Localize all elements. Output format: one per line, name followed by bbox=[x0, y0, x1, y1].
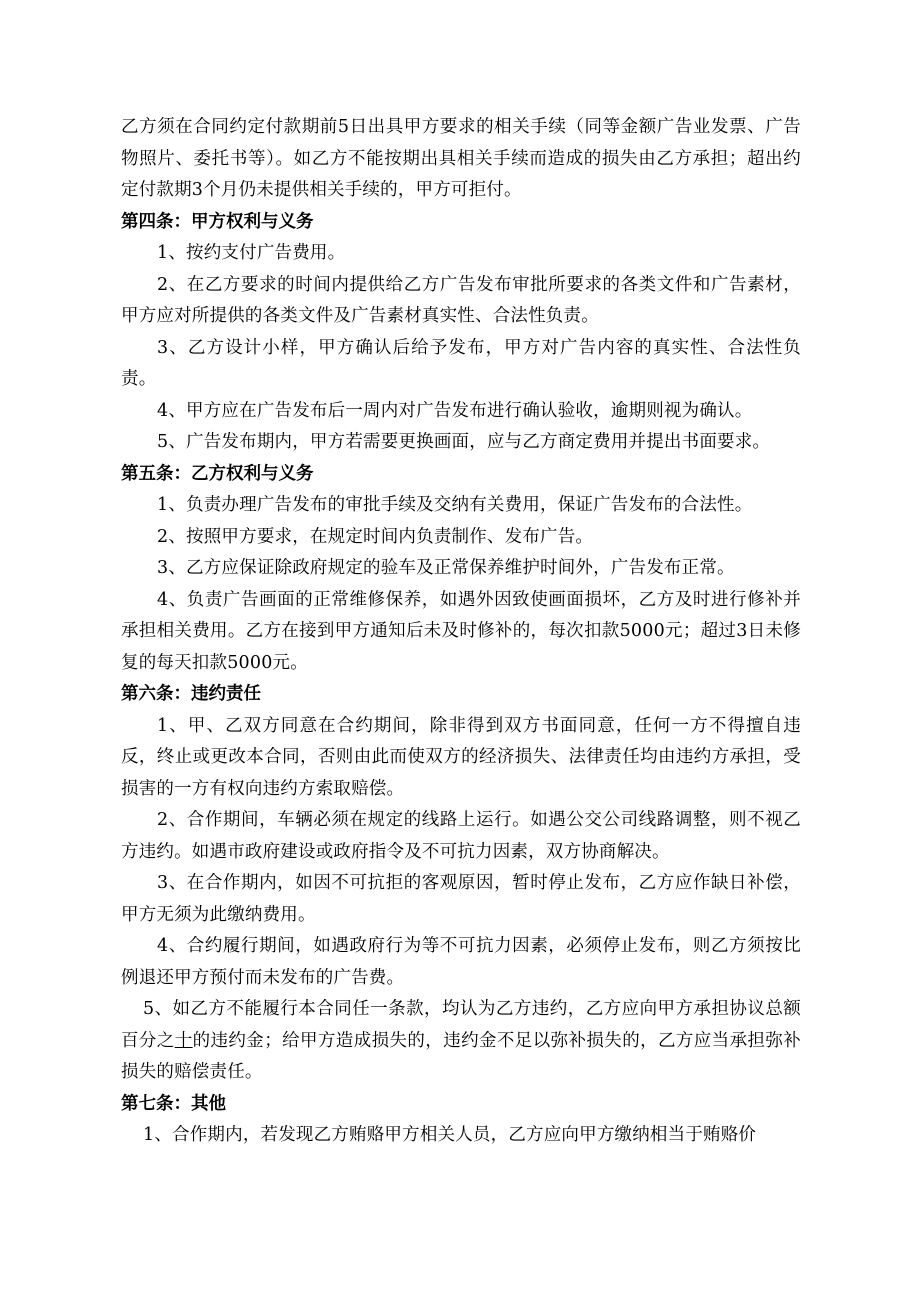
article-6-item-1: 1、甲、乙双方同意在合约期间，除非得到双方书面同意，任何一方不得擅自违反，终止或更改本合同，否则由此而使双方的经济损失、法律责任均由违约方承担，受损害的一方有权向违约方索取赔偿。 bbox=[121, 715, 801, 799]
article-4-item-4: 4、甲方应在广告发布后一周内对广告发布进行确认验收，逾期则视为确认。 bbox=[157, 400, 753, 421]
intro-paragraph: 乙方须在合同约定付款期前5日出具甲方要求的相关手续（同等金额广告业发票、广告物照片、委托书等）。如乙方不能按期出具相关手续而造成的损失由乙方承担；超出约定付款期3个月仍未提供相关手续的，甲方可拒付。 bbox=[121, 117, 801, 200]
article-7-heading: 第七条：其他 bbox=[121, 1093, 226, 1114]
penalty-percent-underlined: 十 bbox=[174, 1030, 193, 1051]
article-6-item-4: 4、合约履行期间，如遇政府行为等不可抗力因素，必须停止发布，则乙方须按比例退还甲方预付而未发布的广告费。 bbox=[121, 936, 801, 988]
article-4-item-2: 2、在乙方要求的时间内提供给乙方广告发布审批所要求的各类文件和广告素材，甲方应对所提供的各类文件及广告素材真实性、合法性负责。 bbox=[121, 274, 801, 326]
article-4-heading: 第四条：甲方权利与义务 bbox=[121, 211, 314, 232]
article-6-item-2: 2、合作期间，车辆必须在规定的线路上运行。如遇公交公司线路调整，则不视乙方违约。如遇市政府建设或政府指令及不可抗力因素，双方协商解决。 bbox=[121, 810, 801, 862]
article-4-item-3: 3、乙方设计小样，甲方确认后给予发布，甲方对广告内容的真实性、合法性负责。 bbox=[121, 337, 801, 389]
article-7-item-1: 1、合作期内，若发现乙方贿赂甲方相关人员，乙方应向甲方缴纳相当于贿赂价 bbox=[143, 1125, 757, 1145]
article-4-item-1: 1、按约支付广告费用。 bbox=[157, 243, 346, 263]
contract-page bbox=[121, 112, 801, 1152]
article-6-item-5 bbox=[121, 994, 801, 1089]
article-6-item-5-after: 的违约金；给甲方造成损失的，违约金不足以弥补损失的，乙方应当承担弥补损失的赔偿责任。 bbox=[121, 1030, 801, 1082]
article-6-heading: 第六条：违约责任 bbox=[121, 684, 261, 704]
article-4-item-5: 5、广告发布期内，甲方若需要更换画面，应与乙方商定费用并提出书面要求。 bbox=[157, 432, 771, 452]
article-6-item-5-before: 5、如乙方不能履行本合同任一条款，均认为乙方违约，乙方应向甲方承担协议总额百分之 bbox=[121, 999, 801, 1051]
article-5-item-1: 1、负责办理广告发布的审批手续及交纳有关费用，保证广告发布的合法性。 bbox=[157, 495, 753, 515]
article-5-item-3: 3、乙方应保证除政府规定的验车及正常保养维护时间外，广告发布正常。 bbox=[157, 558, 735, 578]
article-6-item-3: 3、在合作期内，如因不可抗拒的客观原因，暂时停止发布，乙方应作缺日补偿，甲方无须为此缴纳费用。 bbox=[121, 873, 801, 925]
article-5-heading: 第五条：乙方权利与义务 bbox=[121, 463, 314, 484]
article-5-item-2: 2、按照甲方要求，在规定时间内负责制作、发布广告。 bbox=[157, 526, 594, 547]
article-5-item-4: 4、负责广告画面的正常维修保养，如遇外因致使画面损坏，乙方及时进行修补并承担相关费用。乙方在接到甲方通知后未及时修补的，每次扣款5000元；超过3日未修复的每天扣款5000元。 bbox=[121, 589, 801, 673]
